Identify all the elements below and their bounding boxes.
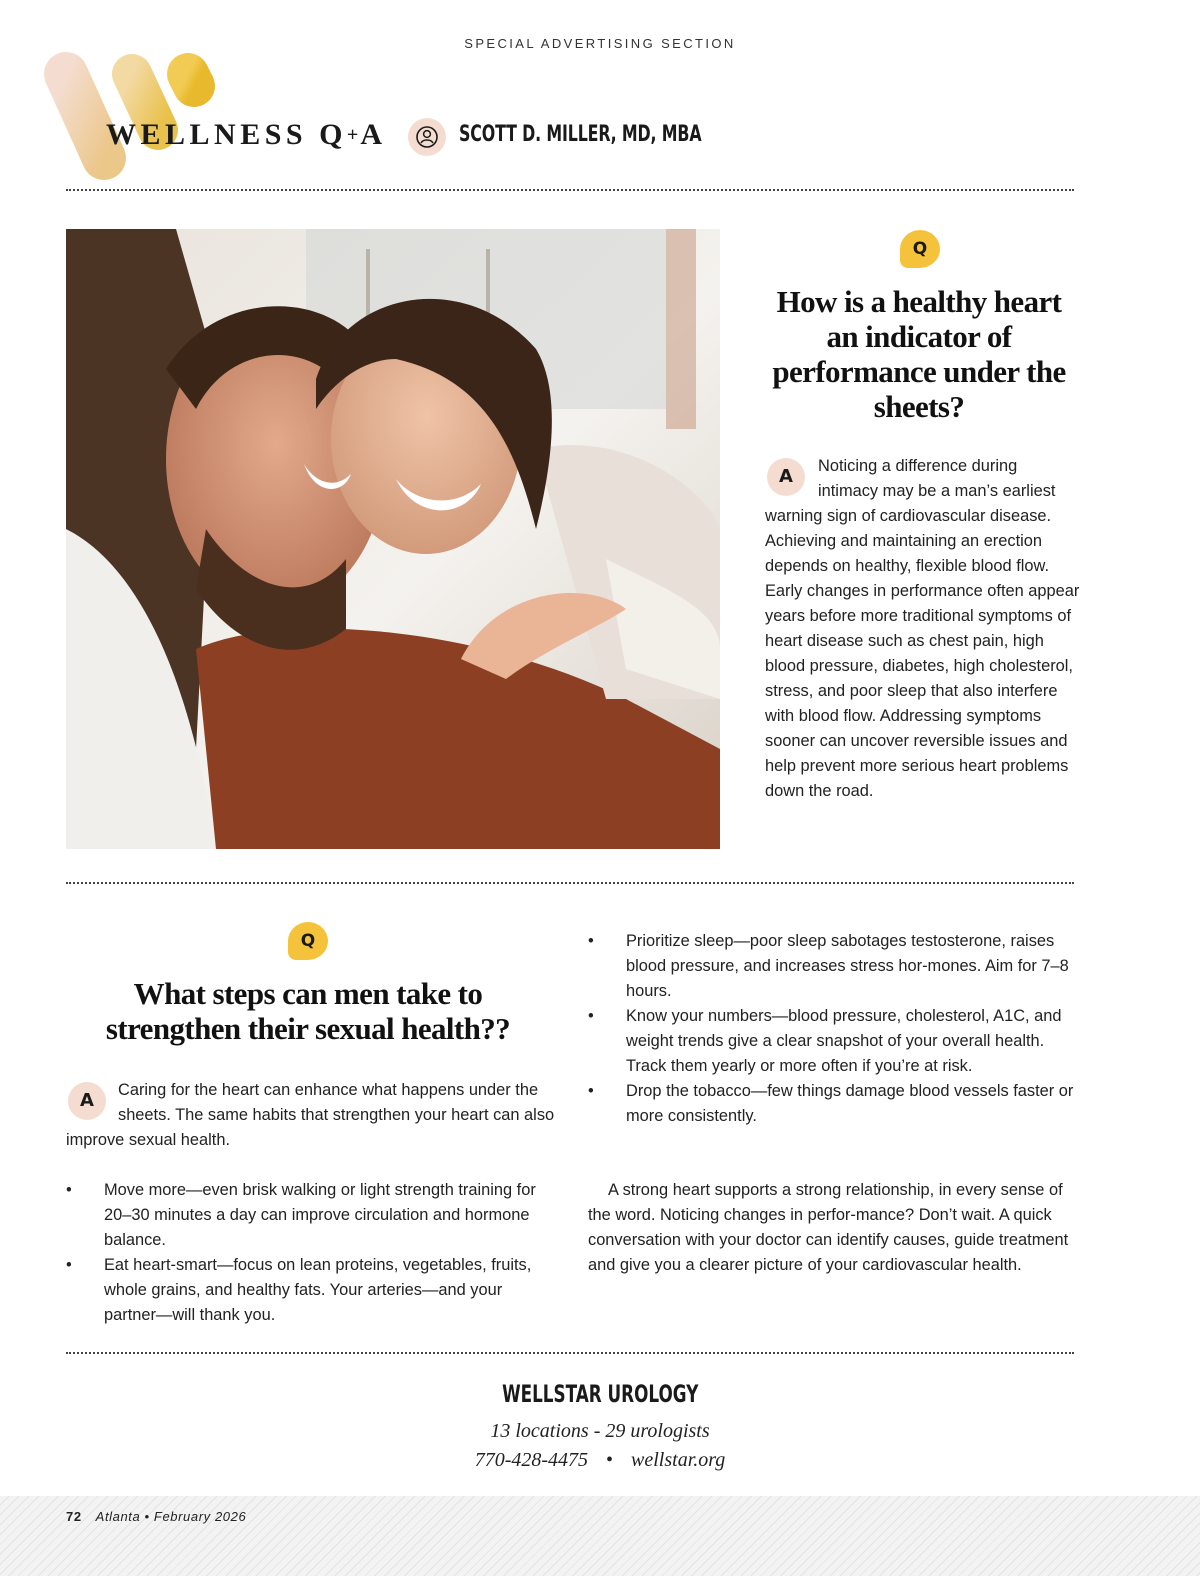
dotted-divider xyxy=(66,1352,1074,1355)
list-item: • Know your numbers—blood pressure, cholesterol, A1C, and weight trends give a clear snapshot of your overall health. Track them yearly or more often if you’re at risk. xyxy=(588,1004,1078,1079)
series-title: WELLNESS Q+A xyxy=(106,118,387,151)
locations-line: 13 locations - 29 urologists xyxy=(490,1420,710,1442)
answer-text: Caring for the heart can enhance what happens under the sheets. The same habits that strengthen your heart can also improve sexual health. xyxy=(66,1081,555,1149)
dotted-divider xyxy=(66,189,1074,192)
list-item: • Drop the tobacco—few things damage blood vessels faster or more consistently. xyxy=(588,1079,1078,1129)
folio xyxy=(66,1509,246,1524)
website-link[interactable]: wellstar.org xyxy=(631,1449,726,1471)
footer-hatch-band xyxy=(0,1496,1200,1576)
contact-line xyxy=(0,1449,1200,1472)
closing-paragraph: A strong heart supports a strong relationship, in every sense of the word. Noticing changes in perfor-mance? Don’t wait. A quick conversation with your doctor can identify causes, guide treatment and give you a clearer picture of your cardiovascular health. xyxy=(588,1181,1069,1274)
brand-plus: + xyxy=(346,124,361,146)
dotted-divider xyxy=(66,882,1074,885)
tips-list-left xyxy=(66,1178,556,1328)
question-heading: What steps can men take to strengthen their sexual health?? xyxy=(105,976,511,1046)
list-item: • Prioritize sleep—poor sleep sabotages testosterone, raises blood pressure, and increases stress hor-mones. Aim for 7–8 hours. xyxy=(588,929,1078,1004)
organization-name: WELLSTAR UROLOGY xyxy=(501,1380,699,1408)
question-badge: Q xyxy=(900,230,940,268)
answer-badge: A xyxy=(767,458,805,496)
publication-info: Atlanta • February 2026 xyxy=(95,1509,247,1524)
contact-separator: • xyxy=(606,1449,614,1471)
list-item: • Move more—even brisk walking or light strength training for 20–30 minutes a day can improve circulation and hormone balance. xyxy=(66,1178,556,1253)
tips-list-right xyxy=(588,929,1078,1129)
advertising-label: SPECIAL ADVERTISING SECTION xyxy=(464,36,736,51)
answer-badge: A xyxy=(68,1082,106,1120)
author-name: SCOTT D. MILLER, MD, MBA xyxy=(459,122,702,147)
w-ribbon-logo xyxy=(40,44,230,184)
answer-text: Noticing a difference during intimacy may be a man’s earliest warning sign of cardiovascular disease. Achieving and maintaining an erection depends on healthy, flexible blood flow. Early changes in performance often appear years before more traditional symptoms of heart disease such as chest pain, high blood pressure, diabetes, high cholesterol, stress, and poor sleep that also interfere with blood flow. Addressing symptoms sooner can uncover reversible issues and help prevent more serious heart problems down the road. xyxy=(765,457,1080,800)
doctor-profile-icon xyxy=(408,118,446,156)
couple-photo xyxy=(66,229,720,849)
question-heading: How is a healthy heart an indicator of performance under the sheets? xyxy=(772,284,1066,424)
phone-number: 770-428-4475 xyxy=(474,1449,589,1471)
question-badge: Q xyxy=(288,922,328,960)
list-item: • Eat heart-smart—focus on lean proteins, vegetables, fruits, whole grains, and healthy fats. Your arteries—and your partner—will thank you. xyxy=(66,1253,556,1328)
page-number: 72 xyxy=(66,1509,82,1524)
